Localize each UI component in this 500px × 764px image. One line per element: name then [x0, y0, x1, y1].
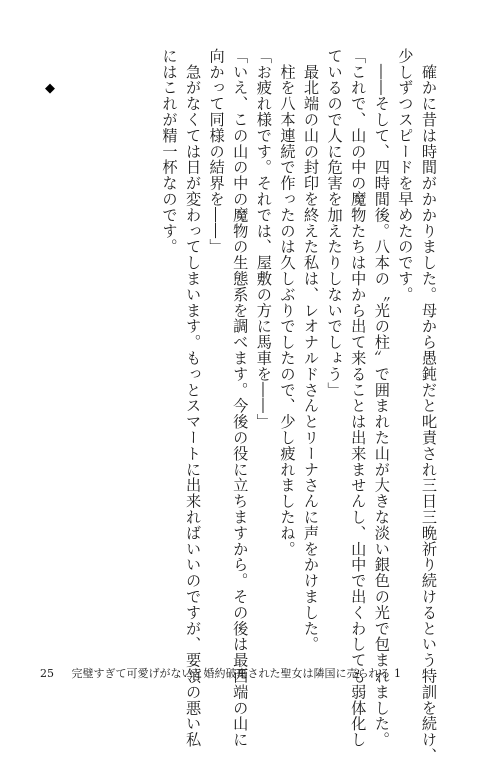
black-diamond-icon: ◆ [45, 81, 55, 96]
book-title: 完璧すぎて可愛げがないと婚約破棄された聖女は隣国に売られる 1 [71, 667, 401, 680]
text-line: 急がなくては日が変わってしまいます。もっとスマートに出来ればいいのですが、要領の悪い私 [184, 48, 203, 748]
page-number: 25 [40, 667, 54, 680]
text-line: 「これで、山の中の魔物たちは中から出て来ることは出来ませんし、山中で出くわしても弱体化し [349, 48, 368, 748]
text-line: 柱を八本連続で作ったのは久しぶりでしたので、少し疲れましたね。 [278, 48, 297, 557]
text-line: ているので人に危害を加えたりしないでしょう」 [325, 48, 344, 398]
text-line: 「いえ、この山の中の魔物の生態系を調べます。今後の役に立ちますから。その後は最西端の山に [231, 48, 250, 748]
text-line: 向かって同様の結界を――」 [207, 48, 226, 255]
page-footer [40, 665, 401, 681]
text-line: 少しずつスピードを早めたのです。 [396, 48, 415, 303]
text-line: 最北端の山の封印を終えた私は、レオナルドさんとリーナさんに声をかけました。 [302, 48, 321, 653]
text-line: 確かに昔は時間がかかりました。母から愚鈍だと叱責され三日三晩祈り続けるという特訓を続け、 [420, 48, 438, 764]
text-line: 「お疲れ様です。それでは、屋敷の方に馬車を――」 [254, 48, 273, 430]
text-line: ――そして、四時間後。八本の〝光の柱〟で囲まれた山が大きな淡い銀色の光で包まれました。 [372, 48, 391, 748]
text-line: にはこれが精一杯なのです。 [160, 48, 179, 255]
